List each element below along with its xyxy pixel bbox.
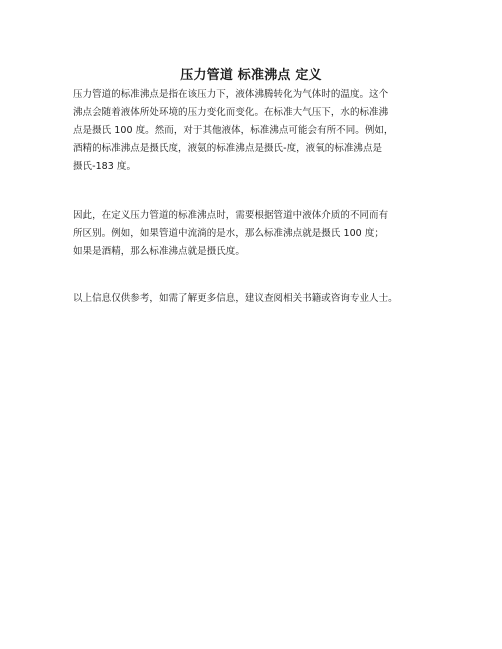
paragraph-line: 所区别。例如，如果管道中流淌的是水，那么标准沸点就是摄氏 100 度； bbox=[73, 228, 384, 239]
paragraph-line: 酒精的标准沸点是摄氏度，液氨的标准沸点是摄氏-度，液氧的标准沸点是 bbox=[73, 143, 383, 154]
paragraph-line: 如果是酒精，那么标准沸点就是摄氏度。 bbox=[73, 246, 245, 257]
paragraph-line: 点是摄氏 100 度。然而，对于其他液体，标准沸点可能会有所不同。例如， bbox=[73, 125, 394, 136]
document-title: 压力管道 标准沸点 定义 bbox=[180, 68, 322, 83]
paragraph-line: 压力管道的标准沸点是指在该压力下，液体沸腾转化为气体时的温度。这个 bbox=[73, 89, 389, 100]
paragraph-line: 以上信息仅供参考，如需了解更多信息，建议查阅相关书籍或咨询专业人士。 bbox=[73, 293, 398, 304]
paragraph-line: 摄氏-183 度。 bbox=[73, 161, 137, 172]
paragraph-line: 沸点会随着液体所处环境的压力变化而变化。在标准大气压下，水的标准沸 bbox=[73, 107, 389, 118]
paragraph-line: 因此，在定义压力管道的标准沸点时，需要根据管道中液体介质的不同而有 bbox=[73, 210, 389, 221]
